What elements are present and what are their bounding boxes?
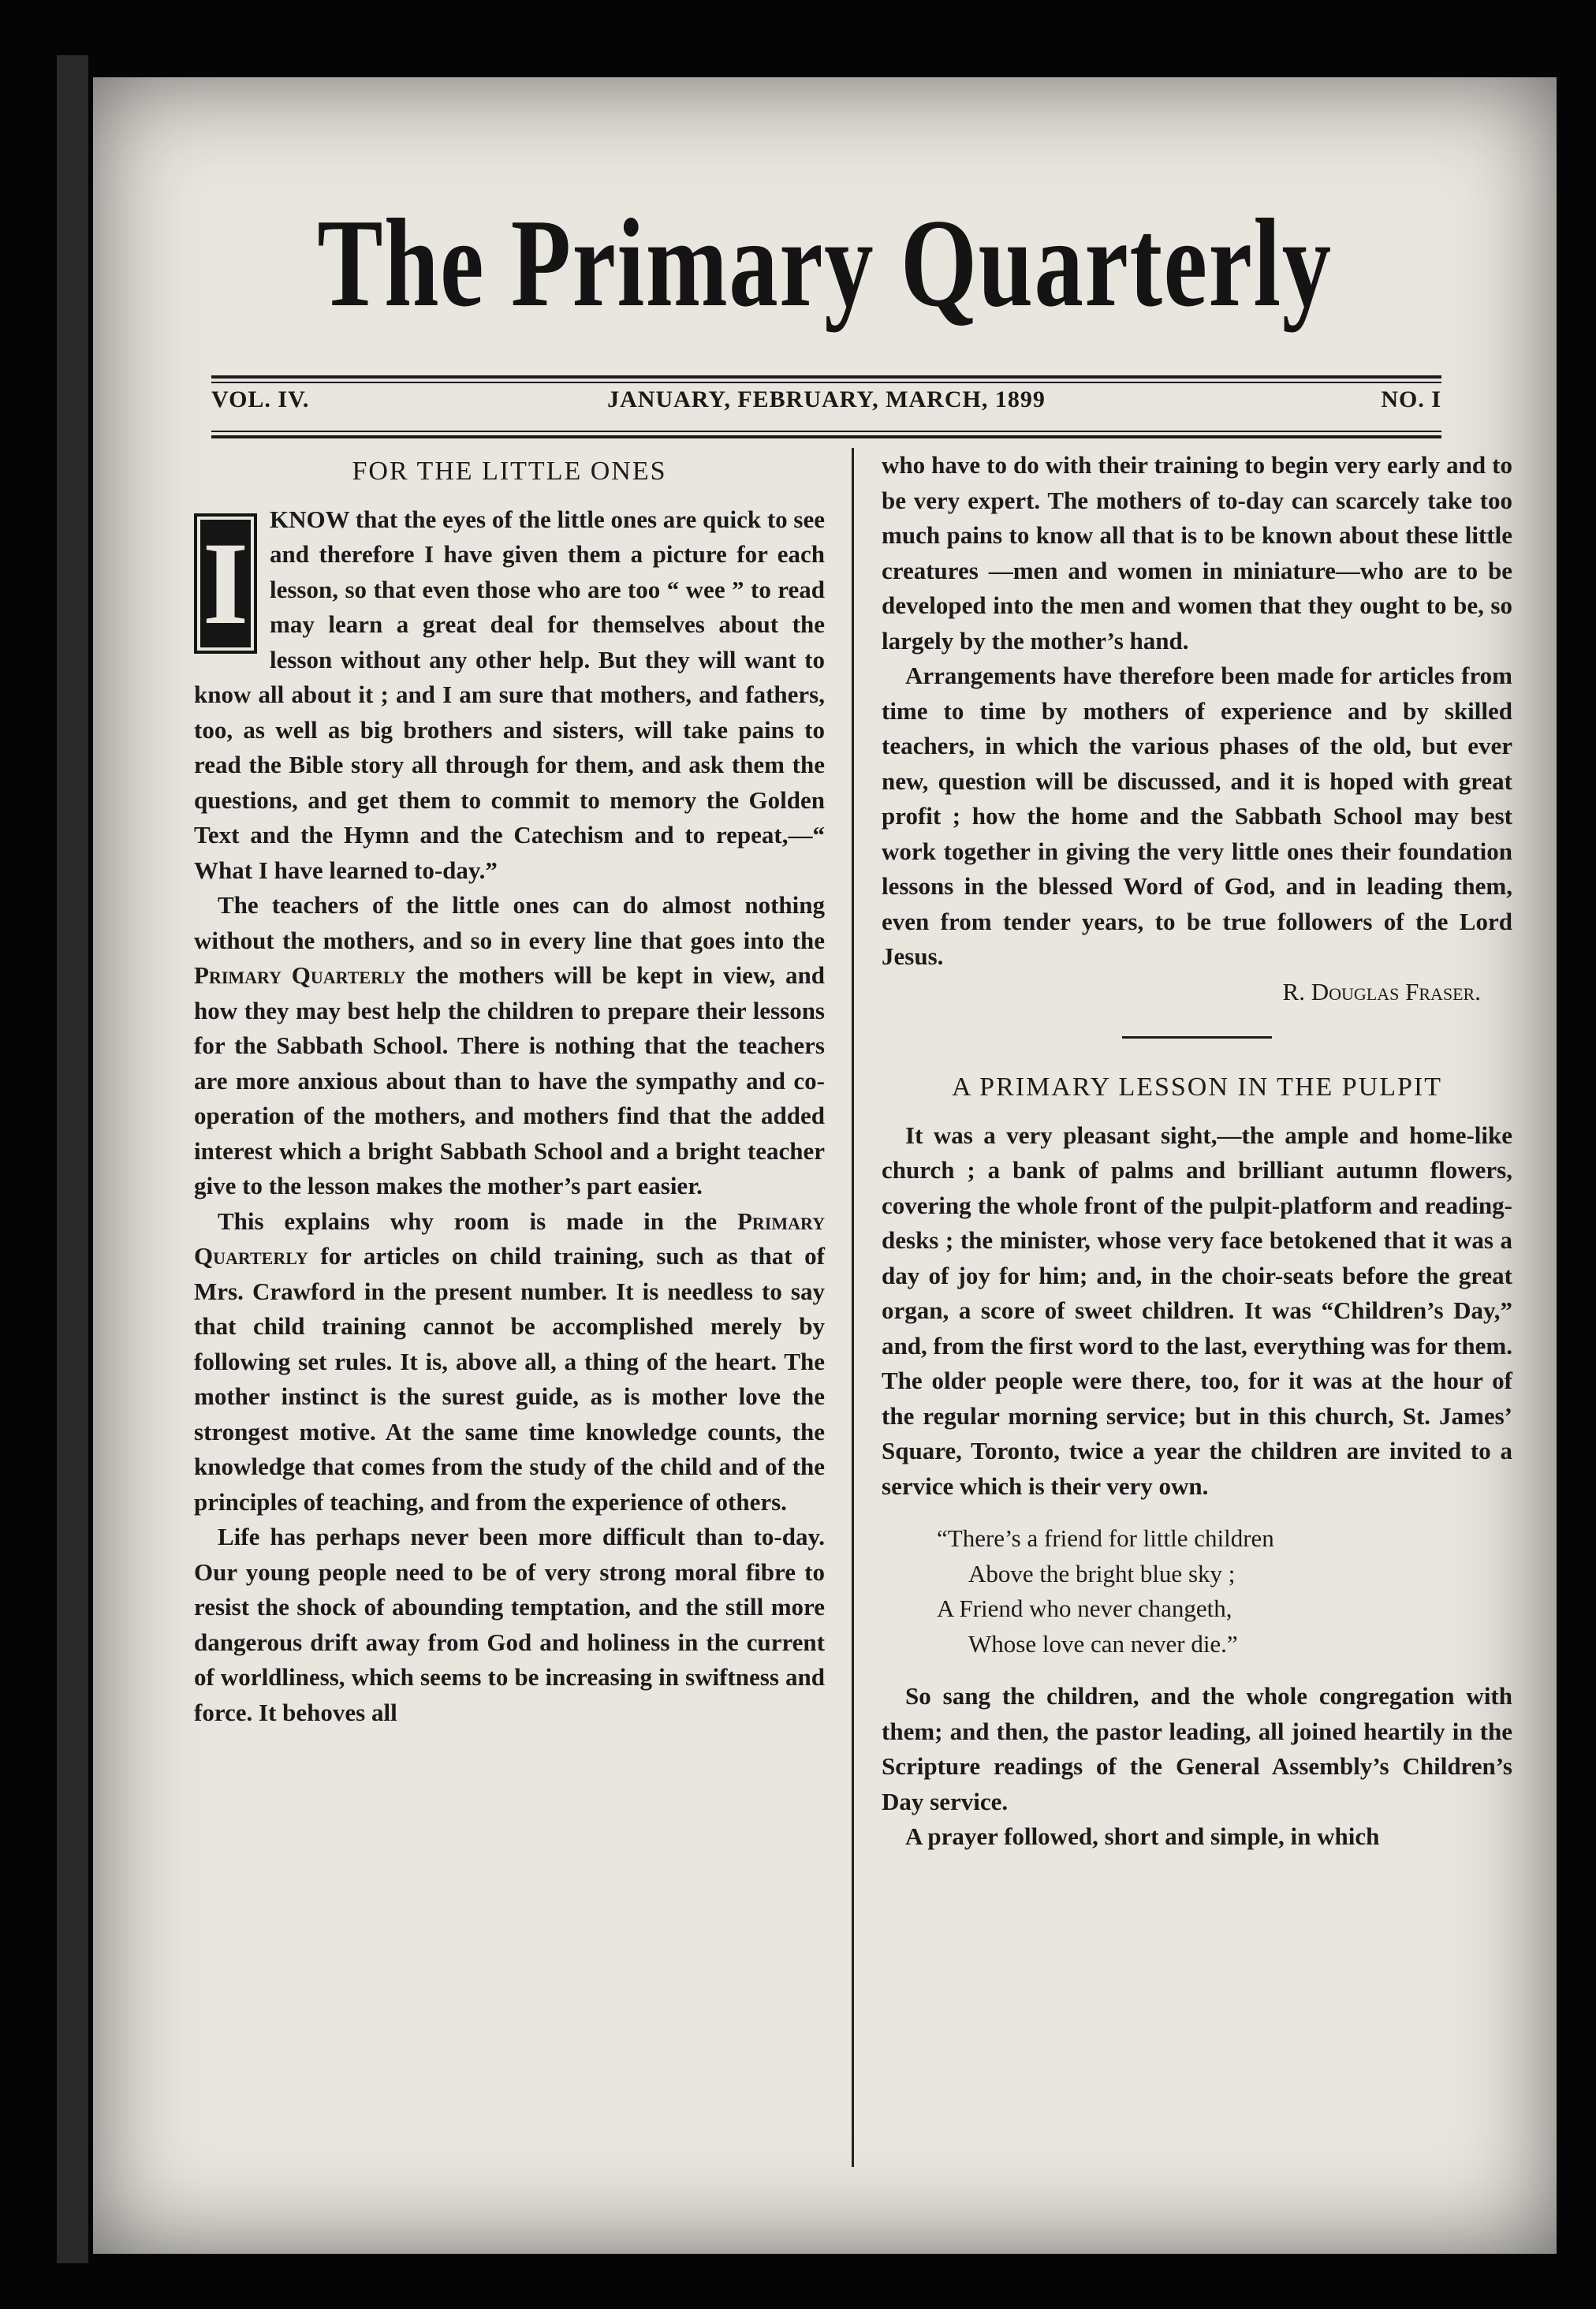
article-paragraph: So sang the children, and the whole congregation with them; and then, the pastor leading, all joined heartily in the Scripture readings of the General Assembly’s Children’s Day service.	[882, 1682, 1512, 1815]
issue-rule-bottom-thin	[211, 431, 1441, 432]
paragraph-text: the mothers will be kept in view, and how they may best help the children to prepare their lessons for the Sabbath School. There is nothing that the teachers are more anxious about than to have the sympathy and co-operation of the mothers, and mothers find that the added interest which a bright Sabbath School and a bright teacher give to the lesson makes the mother’s part easier.	[194, 961, 826, 1199]
verse-line: Whose love can never die.”	[968, 1629, 1238, 1658]
article-paragraph: Life has perhaps never been more difficult than to-day. Our young people need to be of very strong moral fibre to resist the shock of abounding temptation, and the still more dangerous drift away from God and holiness in the current of worldliness, which seems to be increasing in swiftness and force. It behoves all	[194, 1523, 825, 1726]
right-column	[882, 448, 1512, 1855]
issue-number: NO. I	[1381, 386, 1441, 412]
masthead-rule-top-thin	[211, 382, 1441, 383]
article-paragraph	[194, 1204, 825, 1520]
article-paragraph	[194, 888, 825, 1204]
article-heading-pulpit: A PRIMARY LESSON IN THE PULPIT	[951, 1072, 1442, 1102]
masthead-title: The Primary Quarterly	[317, 192, 1333, 333]
volume-label: VOL. IV.	[211, 386, 310, 412]
publication-name: Primary Quarterly	[194, 961, 406, 989]
drop-cap: I	[194, 513, 257, 654]
article-paragraph	[194, 502, 825, 889]
article-paragraph: who have to do with their training to begin very early and to be very expert. The mothers of to-day can scarcely take too much pains to know all that is to be known about these little creatures —men and women in miniature—who are to be developed into the men and women that they ought to be, so largely by the mother’s hand.	[882, 451, 1512, 655]
hymn-verse	[937, 1521, 1512, 1662]
document-page	[93, 77, 1557, 2254]
book-spine-edge	[57, 55, 88, 2263]
verse-line: A Friend who never changeth,	[937, 1595, 1232, 1622]
column-divider	[852, 448, 854, 2167]
paragraph-text: This explains why room is made in the	[218, 1207, 718, 1235]
author-signature: R. Douglas Fraser.	[1282, 977, 1481, 1005]
publication-name: Primary Quarterly	[194, 1207, 825, 1270]
left-column	[194, 448, 825, 1730]
article-paragraph: Arrangements have therefore been made for articles from time to time by mothers of experience and by skilled teachers, in which the various phases of the old, but ever new, question will be discussed, and it is hoped with great profit ; how the home and the Sabbath School may best work together in giving the very little ones their foundation lessons in the blessed Word of God, and in leading them, even from tender years, to be true followers of the Lord Jesus.	[882, 662, 1512, 970]
article-paragraph: A prayer followed, short and simple, in which	[905, 1822, 1380, 1850]
article-paragraph: It was a very pleasant sight,—the ample and home-like church ; a bank of palms and brilliant autumn flowers, covering the whole front of the pulpit-platform and reading-desks ; the minister, whose very face betokened that it was a day of joy for him; and, in the choir-seats before the great organ, a score of sweet children. It was “Children’s Day,” and, from the first word to the last, everything was for them. The older people were there, too, for it was at the hour of the regular morning service; but in this church, St. James’ Square, Toronto, twice a year the children are invited to a service which is their very own.	[882, 1121, 1512, 1500]
verse-line: Above the bright blue sky ;	[968, 1559, 1236, 1587]
paragraph-text: KNOW that the eyes of the little ones are quick to see and therefore I have given them a picture for each lesson, so that even those who are too “ wee ” to read may learn a great deal for themselves about the lesson without any other help. But they will want to know all about it ; and I am sure that mothers, and fathers, too, as well as big brothers and sisters, will take pains to read the Bible story all through for them, and ask them the questions, and get them to commit to memory the Golden Text and the Hymn and the Catechism and to repeat,—“ What I have learned to-day.”	[194, 505, 826, 884]
masthead-rule-top	[211, 375, 1441, 379]
issue-rule-bottom	[211, 435, 1441, 438]
paragraph-text: for articles on child training, such as that of Mrs. Crawford in the present number. It is needless to say that child training cannot be accomplished merely by following set rules. It is, above all, a thing of the heart. The mother instinct is the surest guide, as is mother love the strongest motive. At the same time knowledge counts, the knowledge that comes from the study of the child and of the principles of teaching, and from the experience of others.	[194, 1242, 825, 1516]
paragraph-text: The teachers of the little ones can do almost nothing without the mothers, and so in every line that goes into the	[194, 891, 825, 954]
issue-line	[211, 386, 1441, 426]
verse-line: “There’s a friend for little children	[937, 1524, 1274, 1552]
issue-date: JANUARY, FEBRUARY, MARCH, 1899	[607, 386, 1046, 412]
section-divider	[1122, 1036, 1272, 1039]
article-heading-little-ones: FOR THE LITTLE ONES	[352, 457, 667, 486]
